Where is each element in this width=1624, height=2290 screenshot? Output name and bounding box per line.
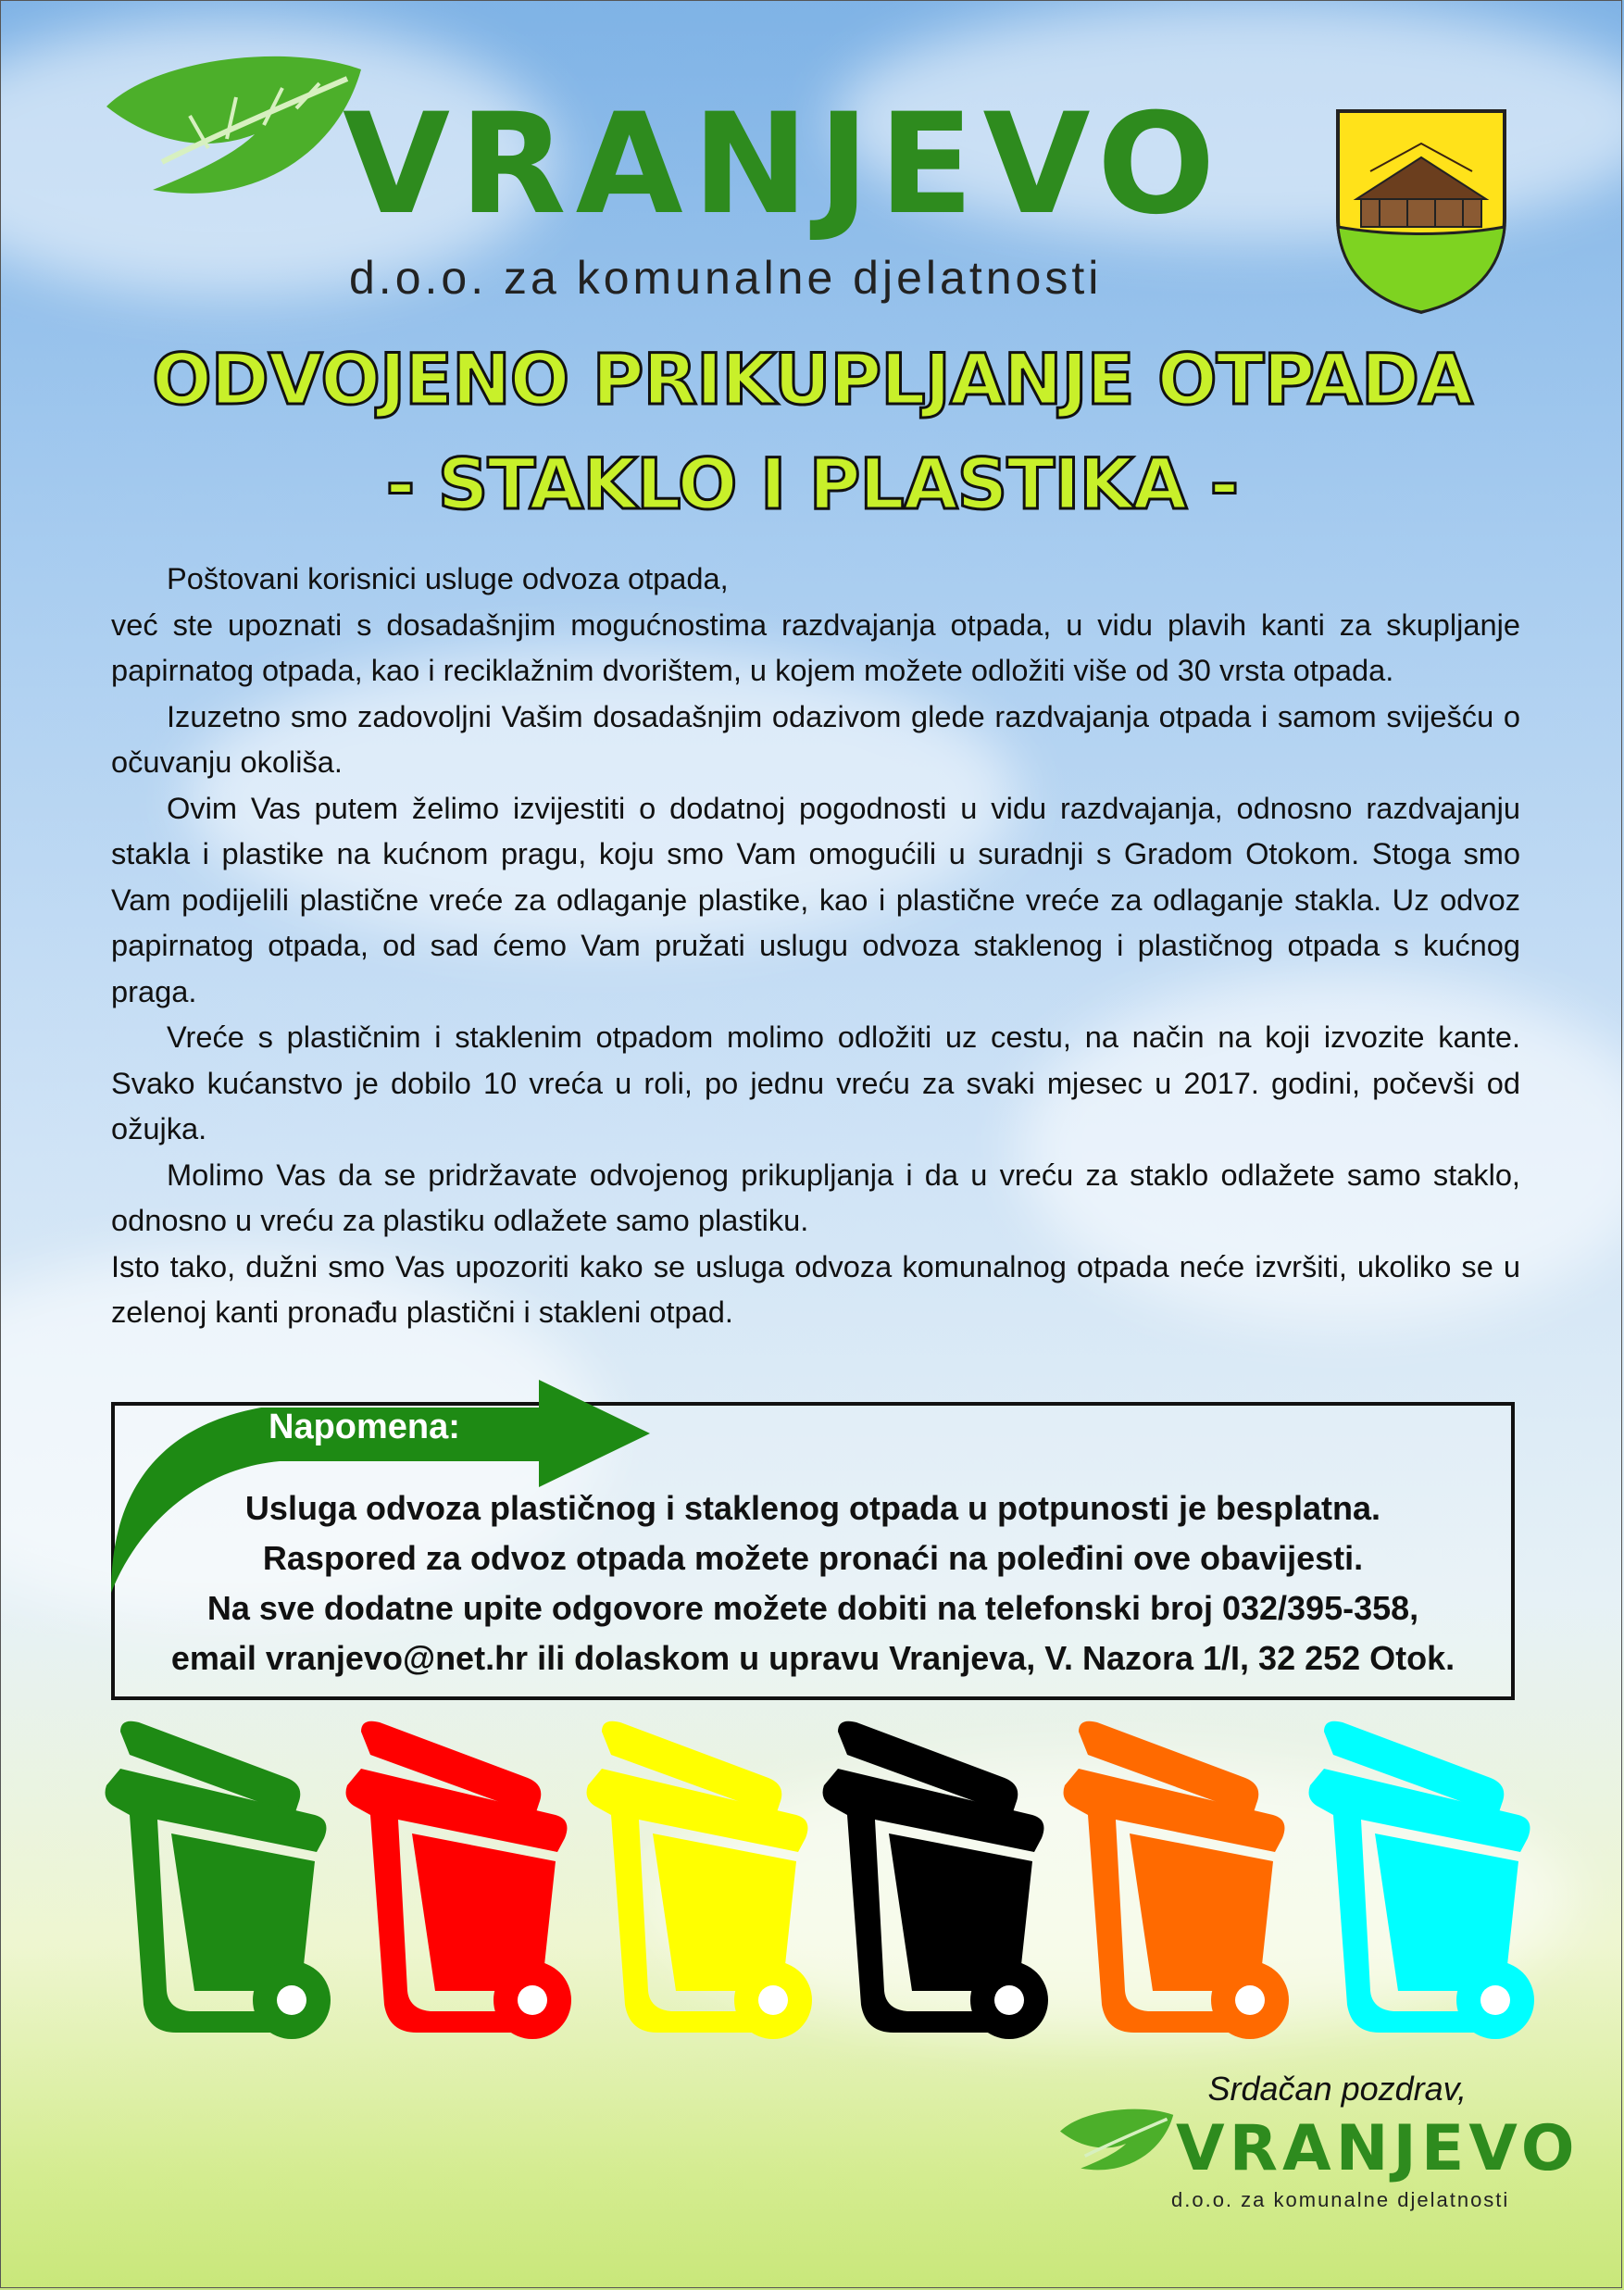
note-line: Raspored za odvoz otpada možete pronaći na poleđini ove obavijesti. <box>262 1539 1364 1577</box>
footer-brand-name: VRANJEVO <box>1176 2112 1580 2185</box>
page-subtitle: - STAKLO I PLASTIKA - <box>385 443 1239 525</box>
bin-wheel <box>758 1985 788 2015</box>
coat-of-arms-icon <box>1333 106 1509 315</box>
header-logo <box>97 51 1225 304</box>
letter-body <box>111 556 1520 1335</box>
bin-wheel <box>1235 1985 1265 2015</box>
paragraph: već ste upoznati s dosadašnjim mogućnostima razdvajanja otpada, u vidu plavih kanti za skupljanje papirnatog otpada, kao i reciklažnim dvorištem, u kojem možete odložiti više od 30 vrsta otpada. <box>111 607 1520 687</box>
paragraph-greeting: Poštovani korisnici usluge odvoza otpada, <box>167 561 729 595</box>
bin-icon <box>102 1713 333 2046</box>
note-line: email vranjevo@net.hr ili dolaskom u upravu Vranjeva, V. Nazora 1/I, 32 252 Otok. <box>170 1639 1455 1677</box>
bin-wheel <box>994 1985 1024 2015</box>
waste-bins-row <box>0 1713 1624 2046</box>
leaf-icon <box>1056 2107 1176 2181</box>
bin-icon <box>1305 1713 1537 2046</box>
page-title: ODVOJENO PRIKUPLJANJE OTPADA <box>152 338 1472 420</box>
brand-subtitle: d.o.o. za komunalne djelatnosti <box>349 252 1103 304</box>
leaf-icon <box>97 51 366 218</box>
bin-icon <box>1060 1713 1292 2046</box>
note-title: Napomena: <box>269 1408 460 1446</box>
paragraph: Isto tako, dužni smo Vas upozoriti kako se usluga odvoza komunalnog otpada neće izvršiti, ukoliko se u zelenoj kanti pronađu plastični i stakleni otpad. <box>111 1248 1520 1329</box>
note-line: Na sve dodatne upite odgovore možete dobiti na telefonski broj 032/395-358, <box>206 1589 1419 1627</box>
bin-icon <box>343 1713 574 2046</box>
signoff: Srdačan pozdrav, <box>1207 2070 1467 2108</box>
bin-wheel <box>277 1985 306 2015</box>
bin-icon <box>819 1713 1051 2046</box>
paragraph: Molimo Vas da se pridržavate odvojenog prikupljanja i da u vreću za staklo odlažete samo staklo, odnosno u vreću za plastiku odlažete samo plastiku. <box>111 1157 1520 1237</box>
footer-brand-subtitle: d.o.o. za komunalne djelatnosti <box>1171 2188 1510 2211</box>
note-content <box>111 1483 1515 1683</box>
paragraph: Izuzetno smo zadovoljni Vašim dosadašnjim odazivom glede razdvajanja otpada i samom sviješću o očuvanju okoliša. <box>111 698 1520 779</box>
brand-name: VRANJEVO <box>343 84 1225 245</box>
bin-wheel <box>1480 1985 1510 2015</box>
bin-wheel <box>518 1985 547 2015</box>
paragraph: Vreće s plastičnim i staklenim otpadom molimo odložiti uz cestu, na način na koji izvozite kante. Svako kućanstvo je dobilo 10 vreća u roli, po jednu vreću za svaki mjesec u 2017. godini, počevši od ožujka. <box>111 1020 1520 1145</box>
bin-icon <box>583 1713 815 2046</box>
paragraph: Ovim Vas putem želimo izvijestiti o dodatnoj pogodnosti u vidu razdvajanja, odnosno razdvajanju stakla i plastike na kućnom pragu, koju smo Vam omogućili u suradnji s Gradom Otokom. Stoga smo Vam podijelili plastične vreće za odlaganje plastike, kao i plastične vreće za odlaganje stakla. Uz odvoz papirnatog otpada, od sad ćemo Vam pružati uslugu odvoza staklenog i plastičnog otpada s kućnog praga. <box>111 790 1520 1008</box>
note-line: Usluga odvoza plastičnog i staklenog otpada u potpunosti je besplatna. <box>244 1489 1381 1527</box>
footer-logo <box>1056 2097 1580 2211</box>
